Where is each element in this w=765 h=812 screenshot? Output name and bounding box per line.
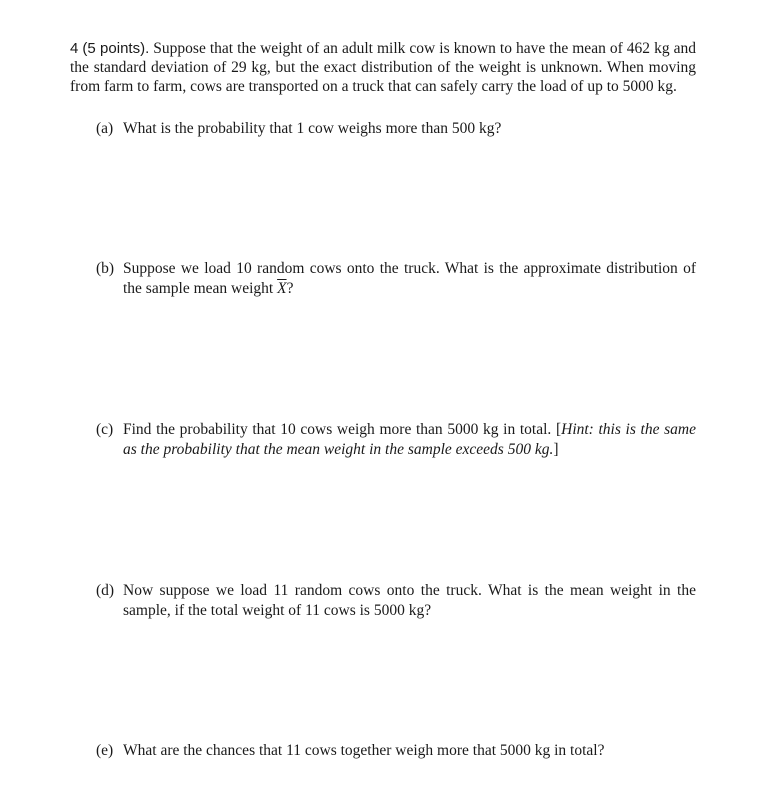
- hint-value: 500 kg.: [507, 441, 554, 458]
- part-d: [96, 581, 696, 621]
- part-b-text-end: ?: [286, 280, 294, 297]
- problem-points: (5 points).: [82, 40, 150, 57]
- part-c-text: [123, 420, 696, 460]
- part-e-text: What are the chances that 11 cows together weigh more that 5000 kg in total?: [123, 742, 605, 759]
- part-b-text-main: Suppose we load 10 random cows onto the truck. What is the approximate distribution of the sample mean weight: [123, 260, 696, 297]
- part-c: [96, 420, 696, 460]
- problem-number: 4: [70, 40, 79, 57]
- hint-text: this is the same as the probability that the mean weight in the sample exceeds: [123, 421, 697, 458]
- hint-open-bracket: [: [555, 421, 562, 438]
- problem-statement: [70, 39, 696, 96]
- hint-label: Hint:: [561, 421, 594, 438]
- part-c-label: (c): [96, 421, 114, 438]
- part-b-text: [123, 259, 696, 299]
- part-c-text-main: Find the probability that 10 cows weigh more than 5000 kg in total.: [123, 421, 556, 438]
- part-b: [96, 259, 696, 299]
- part-d-text: Now suppose we load 11 random cows onto the truck. What is the mean weight in the sample, if the total weight of 11 cows is 5000 kg?: [123, 582, 696, 619]
- part-a-label: (a): [96, 120, 114, 137]
- part-a: [96, 119, 696, 139]
- part-e-label: (e): [96, 742, 114, 759]
- problem-intro-text: Suppose that the weight of an adult milk cow is known to have the mean of 462 kg and the standard deviation of 29 kg, but the exact distribution of the weight is unknown. When moving from farm to farm, cows are transported on a truck that can safely carry the load of up to 5000 kg.: [70, 40, 697, 95]
- part-d-label: (d): [96, 582, 115, 599]
- part-e: [96, 741, 696, 761]
- part-b-label: (b): [96, 260, 115, 277]
- hint-close-bracket: ]: [553, 441, 559, 458]
- sample-mean-symbol: $\overline{X}$: [277, 280, 287, 297]
- part-a-text: What is the probability that 1 cow weighs more than 500 kg?: [123, 120, 502, 137]
